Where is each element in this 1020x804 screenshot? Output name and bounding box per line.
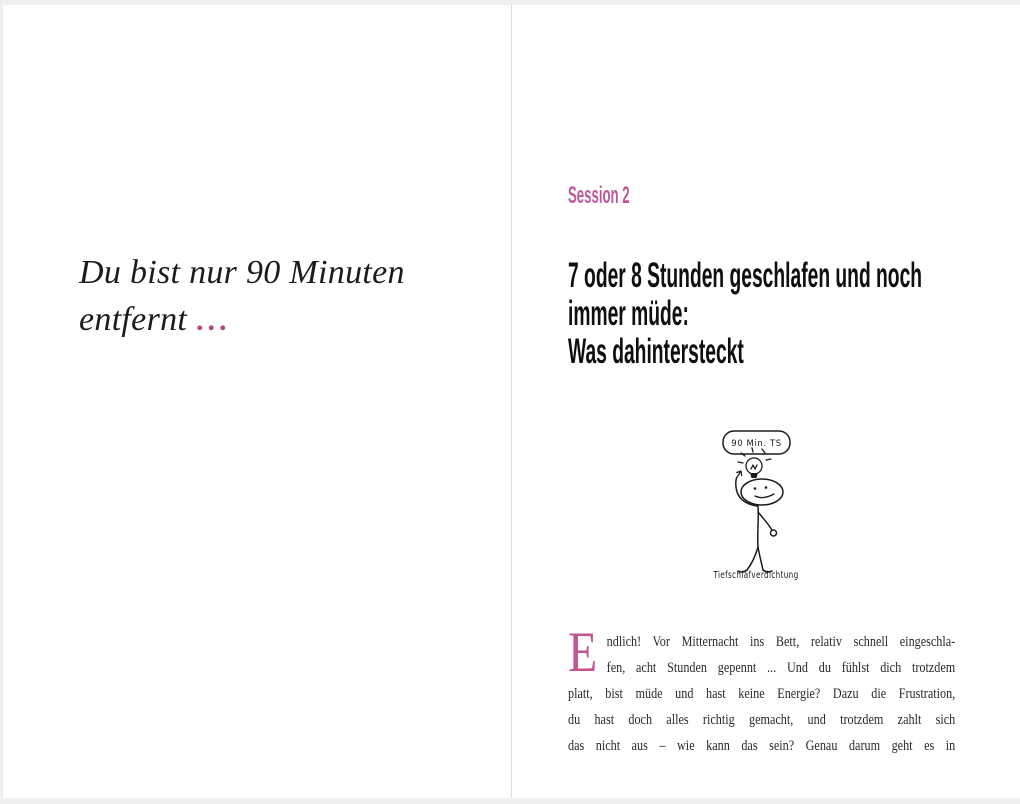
quote-ellipsis: ...: [195, 304, 231, 337]
lightbulb-icon: [738, 448, 771, 478]
book-spread: [0, 5, 1020, 798]
chapter-title-line-1: 7 oder 8 Stunden geschlafen und noch: [568, 256, 923, 295]
left-page: [2, 5, 511, 798]
right-page: [511, 5, 1020, 798]
quote-text-2: entfernt: [79, 301, 188, 338]
quote-text-1: Du bist nur 90 Minuten: [79, 254, 405, 291]
chapter-illustration: [700, 425, 815, 575]
drop-cap: E: [568, 621, 598, 684]
body-line: platt, bist müde und hast keine Energie? Dazu die Frustration,: [568, 686, 956, 702]
body-line: ndlich! Vor Mitternacht ins Bett, relativ schnell eingeschla-: [606, 634, 956, 650]
stick-figure: [736, 471, 783, 572]
quote-line-2: [79, 296, 405, 344]
chapter-title-line-3: Was dahintersteckt: [568, 332, 744, 371]
body-line: das nicht aus – wie kann das sein? Genau darum geht es in: [568, 738, 956, 754]
illustration-caption: Tiefschlafverdichtung: [713, 570, 799, 581]
chapter-title: [568, 257, 922, 371]
chapter-title-line-2: immer müde:: [568, 294, 689, 333]
epigraph-quote: [79, 249, 405, 344]
body-line: fen, acht Stunden gepennt ... Und du fühlst dich trotzdem: [606, 660, 956, 676]
speech-bubble-icon: [723, 431, 790, 454]
speech-bubble-text: 90 Min. TS: [731, 439, 782, 449]
quote-line-1: [79, 249, 405, 296]
body-paragraph: [568, 621, 956, 759]
body-line: du hast doch alles richtig gemacht, und trotzdem zahlt sich: [568, 712, 956, 728]
session-kicker: Session 2: [568, 182, 630, 209]
